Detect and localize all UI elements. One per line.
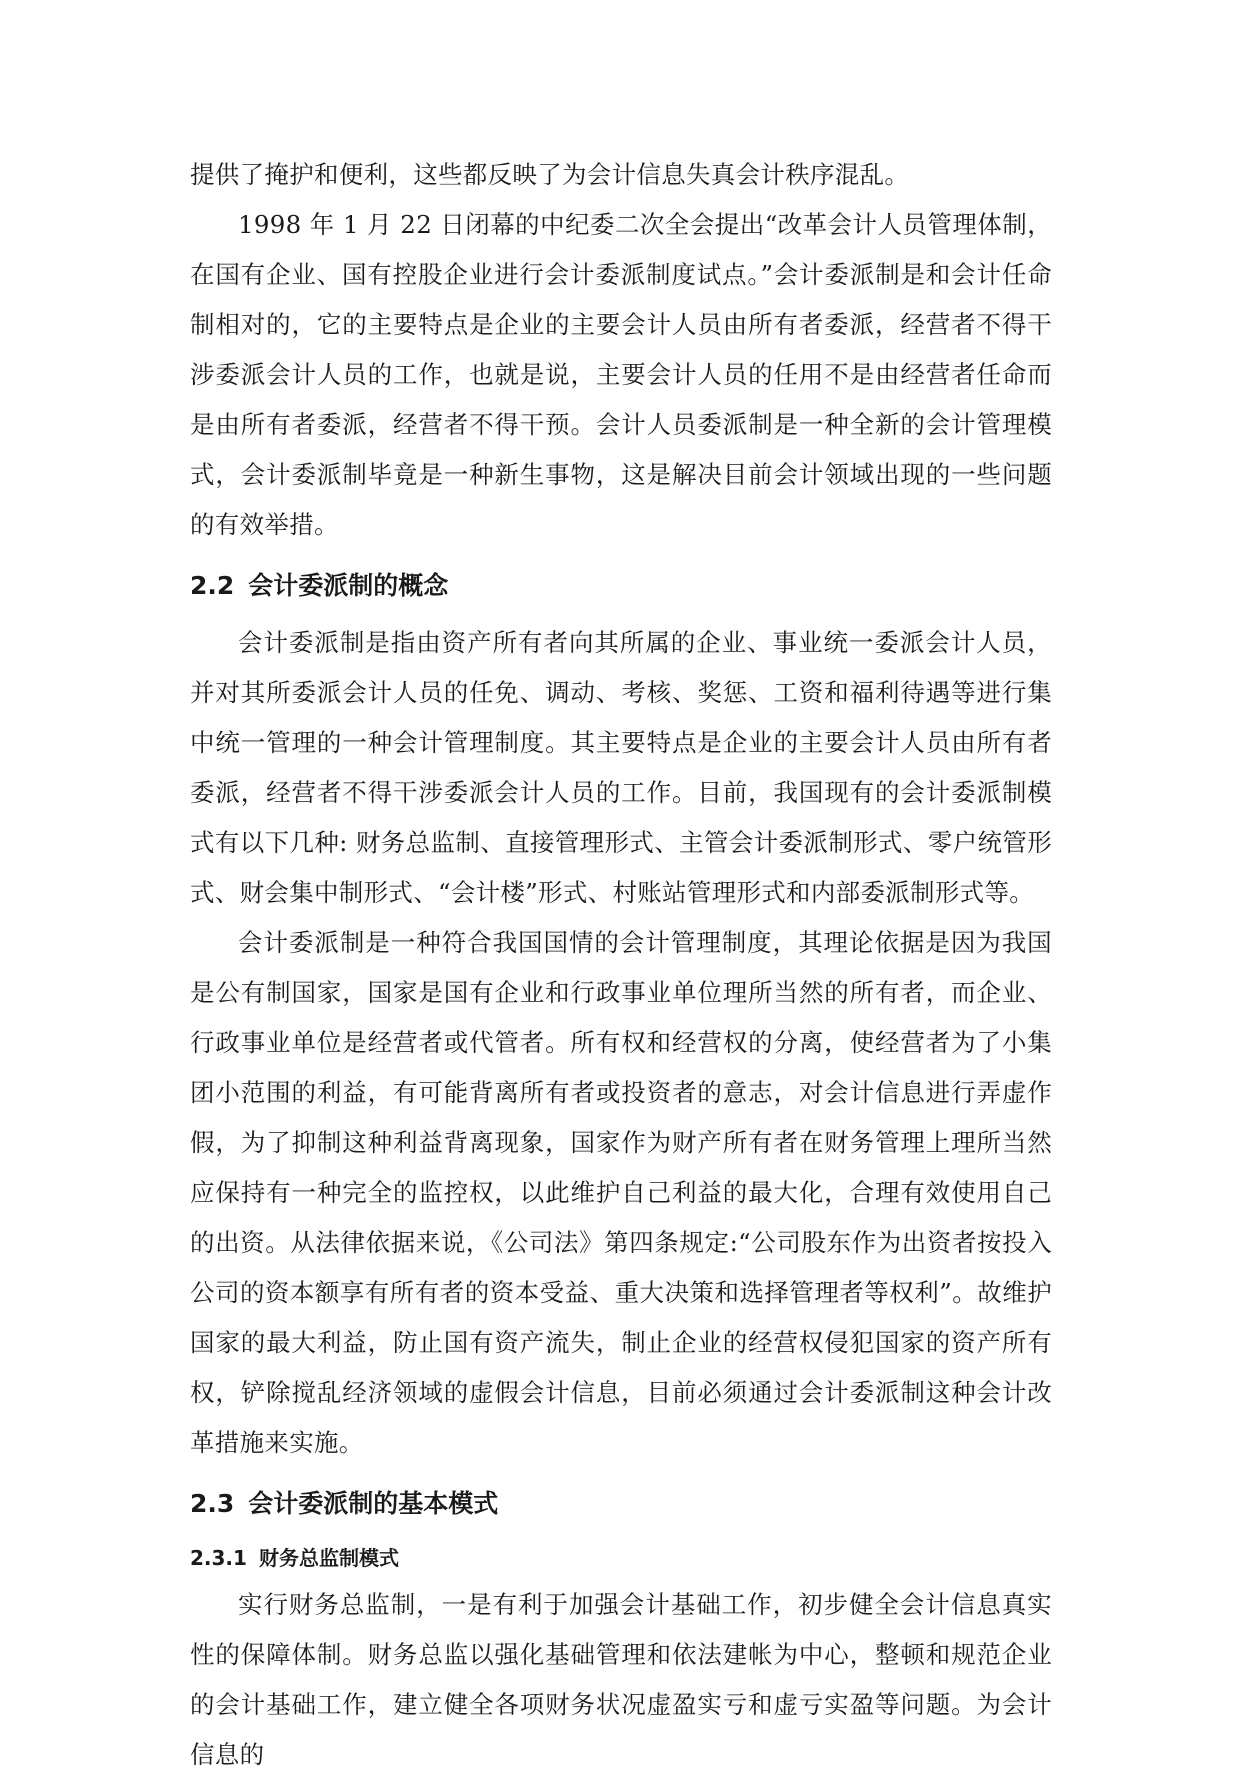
section-heading-2-3 xyxy=(190,1468,1052,1536)
subsection-number: 2.3.1 xyxy=(190,1546,247,1570)
section-title: 会计委派制的基本模式 xyxy=(248,1489,499,1518)
section-heading-2-2 xyxy=(190,550,1052,618)
paragraph-theory-basis: 会计委派制是一种符合我国国情的会计管理制度，其理论依据是因为我国是公有制国家，国家是国有企业和行政事业单位理所当然的所有者，而企业、行政事业单位是经营者或代管者。所有权和经营权的分离，使经营者为了小集团小范围的利益，有可能背离所有者或投资者的意志，对会计信息进行弄虚作假，为了抑制这种利益背离现象，国家作为财产所有者在财务管理上理所当然应保持有一种完全的监控权，以此维护自己利益的最大化，合理有效使用自己的出资。从法律依据来说，《公司法》第四条规定:“公司股东作为出资者按投入公司的资本额享有所有者的资本受益、重大决策和选择管理者等权利”。故维护国家的最大利益，防止国有资产流失，制止企业的经营权侵犯国家的资产所有权，铲除搅乱经济领域的虚假会计信息，目前必须通过会计委派制这种会计改革措施来实施。 xyxy=(190,928,1052,1457)
section-number: 2.3 xyxy=(190,1489,235,1518)
paragraph-cfo-system: 实行财务总监制，一是有利于加强会计基础工作，初步健全会计信息真实性的保障体制。财务总监以强化基础管理和依法建帐为中心，整顿和规范企业的会计基础工作，建立健全各项财务状况虚盈实亏和虚亏实盈等问题。为会计信息的 xyxy=(190,1590,1052,1769)
subsection-heading-2-3-1 xyxy=(190,1536,1052,1580)
paragraph-concept-definition: 会计委派制是指由资产所有者向其所属的企业、事业统一委派会计人员，并对其所委派会计人员的任免、调动、考核、奖惩、工资和福利待遇等进行集中统一管理的一种会计管理制度。其主要特点是企业的主要会计人员由所有者委派，经营者不得干涉委派会计人员的工作。目前，我国现有的会计委派制模式有以下几种: 财务总监制、直接管理形式、主管会计委派制形式、零户统管形式、财会集中制形式、“会计楼”形式、村账站管理形式和内部委派制形式等。 xyxy=(190,628,1052,907)
paragraph-1998-meeting: 1998 年 1 月 22 日闭幕的中纪委二次全会提出“改革会计人员管理体制，在国有企业、国有控股企业进行会计委派制度试点。”会计委派制是和会计任命制相对的，它的主要特点是企业的主要会计人员由所有者委派，经营者不得干涉委派会计人员的工作，也就是说，主要会计人员的任用不是由经营者任命而是由所有者委派，经营者不得干预。会计人员委派制是一种全新的会计管理模式，会计委派制毕竟是一种新生事物，这是解决目前会计领域出现的一些问题的有效举措。 xyxy=(190,210,1052,539)
section-title: 会计委派制的概念 xyxy=(248,571,449,600)
section-number: 2.2 xyxy=(190,571,235,600)
document-body xyxy=(190,150,1052,1780)
paragraph-continuation: 提供了掩护和便利，这些都反映了为会计信息失真会计秩序混乱。 xyxy=(190,160,910,189)
subsection-title: 财务总监制模式 xyxy=(258,1546,399,1570)
